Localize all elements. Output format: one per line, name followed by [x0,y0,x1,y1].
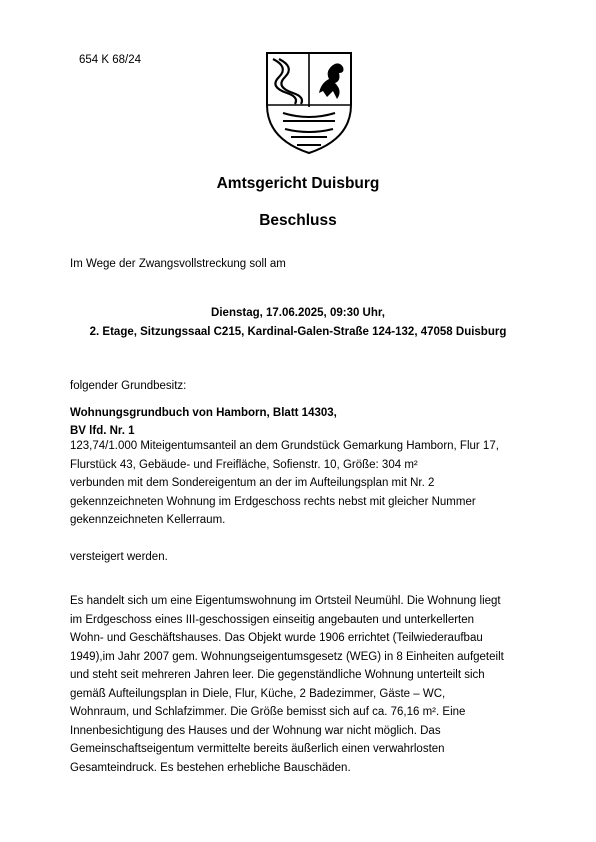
description-line: 123,74/1.000 Miteigentumsanteil an dem Grundstück Gemarkung Hamborn, Flur 17, [70,440,499,452]
court-name: Amtsgericht Duisburg [216,175,380,192]
auction-statement: versteigert werden. [70,551,168,563]
paragraph-line: Wohnraum, und Schlafzimmer. Die Größe bemisst sich auf ca. 76,16 m². Eine [70,706,466,718]
paragraph-line: und steht seit mehreren Jahren leer. Die gegenständliche Wohnung unterteilt sich [70,669,485,681]
paragraph-line: Gesamteindruck. Es bestehen erhebliche Bauschäden. [70,761,351,774]
paragraph-line: gemäß Aufteilungsplan in Diele, Flur, Küche, 2 Badezimmer, Gäste – WC, [70,687,446,700]
paragraph-line: 1949),im Jahr 2007 gem. Wohnungseigentumsgesetz (WEG) in 8 Einheiten aufgeteilt [70,650,504,663]
paragraph-line: Innenbesichtigung des Hauses und der Wohnung war nicht möglich. Das [70,724,441,737]
document-type-title: Beschluss [259,212,337,229]
intro-text: Im Wege der Zwangsvollstreckung soll am [70,258,286,270]
paragraph-line: Gemeinschaftseigentum vermittelte bereits äußerlich einen verwahrlosten [70,743,445,755]
paragraph-line: im Erdgeschoss eines III-geschossigen einseitig angebauten und unterkellerten [70,613,475,626]
appointment-location: 2. Etage, Sitzungssaal C215, Kardinal-Galen-Straße 124-132, 47058 Duisburg [89,326,507,338]
appointment-date-time: Dienstag, 17.06.2025, 09:30 Uhr, [211,307,385,319]
paragraph-line: Wohn- und Geschäftshauses. Das Objekt wurde 1906 errichtet (Teilwiederaufbau [70,632,483,644]
case-number: 654 K 68/24 [79,54,142,66]
property-intro: folgender Grundbesitz: [70,380,187,392]
description-line: Flurstück 43, Gebäude- und Freifläche, Sofienstr. 10, Größe: 304 m² [70,458,418,471]
bv-number: BV lfd. Nr. 1 [70,425,135,437]
description-line: verbunden mit dem Sondereigentum an der im Aufteilungsplan mit Nr. 2 [70,477,435,489]
description-line: gekennzeichneten Kellerraum. [70,514,226,526]
nrw-coat-of-arms-icon [259,47,359,157]
property-details-paragraph [70,592,504,777]
description-line: gekennzeichneten Wohnung im Erdgeschoss rechts nebst mit gleicher Nummer [70,495,476,508]
property-description [70,437,499,530]
land-register-entry: Wohnungsgrundbuch von Hamborn, Blatt 14303, [70,407,337,419]
paragraph-line: Es handelt sich um eine Eigentumswohnung im Ortsteil Neumühl. Die Wohnung liegt [70,595,501,607]
